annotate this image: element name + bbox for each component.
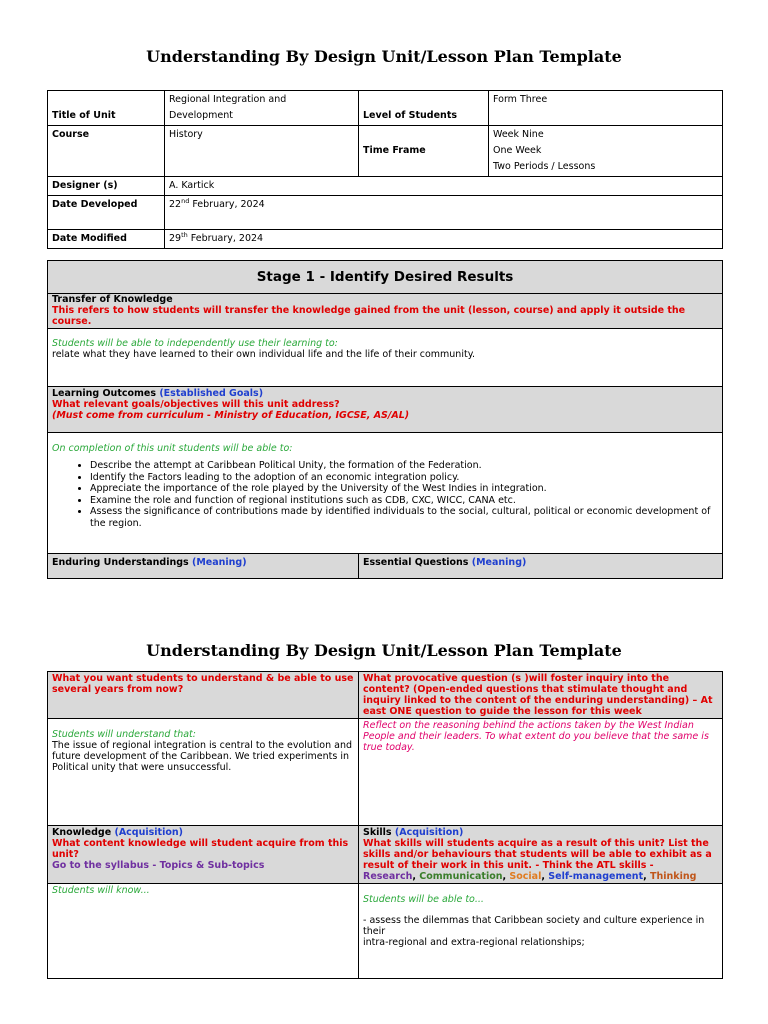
outcomes-note: (Must come from curriculum - Ministry of Education, IGCSE, AS/AL) bbox=[52, 410, 410, 421]
outcome-item: • Identify the Factors leading to the adoption of an economic integration policy. bbox=[90, 472, 718, 484]
essential-question-text: Reflect on the reasoning behind the actions taken by the West Indian People and their leaders. To what extent do you believe that the same is true today. bbox=[363, 720, 709, 753]
essential-questions-label: Essential Questions (Meaning) bbox=[359, 554, 723, 579]
level-label: Level of Students bbox=[359, 91, 489, 126]
stage1-heading: Stage 1 - Identify Desired Results bbox=[48, 261, 723, 294]
know-intro: Students will know... bbox=[52, 885, 150, 896]
title-of-unit-value bbox=[165, 91, 359, 126]
course-label: Course bbox=[48, 126, 165, 177]
knowledge-header bbox=[48, 826, 359, 884]
date-modified-value: 29th February, 2024 bbox=[165, 230, 723, 249]
skills-label: Skills (Acquisition) bbox=[363, 827, 464, 838]
outcomes-label: Learning Outcomes (Established Goals) bbox=[52, 388, 264, 399]
outcomes-intro: On completion of this unit students will be able to: bbox=[52, 443, 293, 454]
time-frame-line: Two Periods / Lessons bbox=[493, 161, 596, 172]
knowledge-question: What content knowledge will student acquire from this unit? bbox=[52, 838, 349, 860]
course-value: History bbox=[165, 126, 359, 177]
outcome-item: • Assess the significance of contributions made by identified individuals to the social, cultural, political or economic development of the region. bbox=[90, 506, 718, 529]
transfer-intro: Students will be able to independently use their learning to: bbox=[52, 338, 338, 349]
date-modified-label: Date Modified bbox=[48, 230, 165, 249]
outcome-item: • Appreciate the importance of the role played by the University of the West Indies in integration. bbox=[90, 483, 718, 495]
understand-prompt: What you want students to understand & be able to use several years from now? bbox=[48, 672, 359, 719]
designer-label: Designer (s) bbox=[48, 177, 165, 196]
date-developed-value: 22nd February, 2024 bbox=[165, 196, 723, 230]
able-intro: Students will be able to... bbox=[363, 894, 484, 905]
page-title: Understanding By Design Unit/Lesson Plan Template bbox=[146, 47, 622, 66]
transfer-text: relate what they have learned to their own individual life and the life of their community. bbox=[52, 349, 475, 360]
transfer-body bbox=[48, 329, 723, 387]
transfer-header bbox=[48, 294, 723, 329]
skills-header bbox=[359, 826, 723, 884]
skills-question: What skills will students acquire as a result of this unit? List the skills and/or behaviours that students will be able to exhibit as a result of their work in this unit. - Think the ATL skills - bbox=[363, 838, 712, 871]
skills-body bbox=[359, 884, 723, 979]
time-frame-label: Time Frame bbox=[359, 126, 489, 177]
outcomes-list bbox=[52, 460, 718, 529]
page-title: Understanding By Design Unit/Lesson Plan Template bbox=[146, 641, 622, 660]
able-text-line: intra-regional and extra-regional relationships; bbox=[363, 937, 585, 948]
able-text-line: - assess the dilemmas that Caribbean society and culture experience in their bbox=[363, 915, 705, 937]
knowledge-label: Knowledge (Acquisition) bbox=[52, 827, 183, 838]
atl-skills-list: Research, Communication, Social, Self-management, Thinking bbox=[363, 871, 697, 882]
page2-table bbox=[47, 671, 723, 979]
outcomes-body bbox=[48, 433, 723, 554]
outcomes-question: What relevant goals/objectives will this unit address? bbox=[52, 399, 340, 410]
transfer-description: This refers to how students will transfer the knowledge gained from the unit (lesson, course) and apply it outside the course. bbox=[52, 305, 686, 327]
question-body bbox=[359, 719, 723, 826]
title-of-unit-line: Development bbox=[169, 110, 233, 121]
knowledge-body bbox=[48, 884, 359, 979]
outcome-item: • Describe the attempt at Caribbean Political Unity, the formation of the Federation. bbox=[90, 460, 718, 472]
time-frame-value bbox=[489, 126, 723, 177]
outcomes-header bbox=[48, 387, 723, 433]
understand-body bbox=[48, 719, 359, 826]
time-frame-line: One Week bbox=[493, 145, 542, 156]
knowledge-note: Go to the syllabus - Topics & Sub-topics bbox=[52, 860, 265, 871]
transfer-label: Transfer of Knowledge bbox=[52, 294, 173, 305]
provocative-prompt: What provocative question (s )will foster inquiry into the content? (Open-ended questions that stimulate thought and inquiry linked to the content of the enduring understanding) – At east ONE question to guide the lesson for this week bbox=[359, 672, 723, 719]
title-of-unit-label: Title of Unit bbox=[48, 91, 165, 126]
enduring-understandings-label: Enduring Understandings (Meaning) bbox=[48, 554, 359, 579]
outcome-item: • Examine the role and function of regional institutions such as CDB, CXC, WICC, CANA etc. bbox=[90, 495, 718, 507]
understand-text: The issue of regional integration is central to the evolution and future development of the Caribbean. We tried experiments in Political unity that were unsuccessful. bbox=[52, 740, 353, 773]
understand-intro: Students will understand that: bbox=[52, 729, 196, 740]
level-value: Form Three bbox=[489, 91, 723, 126]
designer-value: A. Kartick bbox=[165, 177, 723, 196]
unit-info-table bbox=[47, 90, 723, 249]
stage1-table bbox=[47, 260, 723, 579]
title-of-unit-line: Regional Integration and bbox=[169, 94, 287, 105]
date-developed-label: Date Developed bbox=[48, 196, 165, 230]
time-frame-line: Week Nine bbox=[493, 129, 544, 140]
